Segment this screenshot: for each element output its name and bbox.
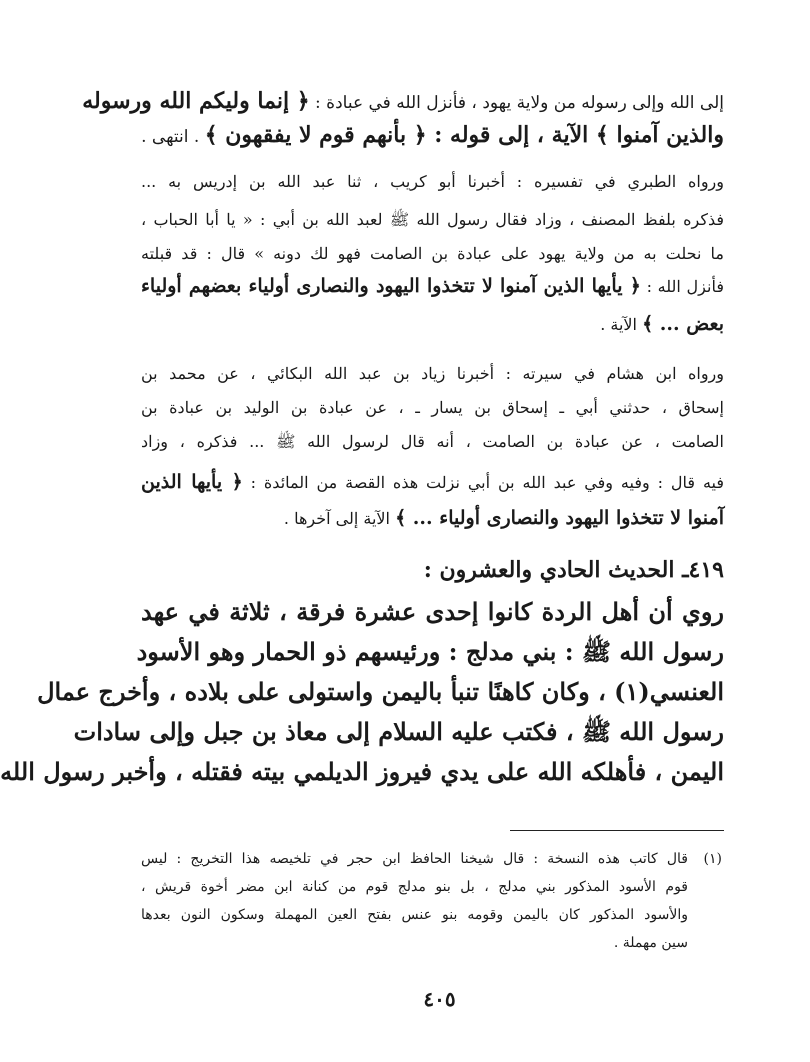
p2-line-1: ورواه الطبري في تفسيره : أخبرنا أبو كريب ، ثنا عبد الله بن إدريس به ... — [141, 172, 724, 191]
p1-line-1-plain: إلى الله وإلى رسوله من ولاية يهود ، فأنزل الله في عبادة : — [309, 93, 724, 113]
page-number: ٤٠٥ — [423, 987, 456, 1011]
p2-line-4-quran: ﴿ يأيها الذين آمنوا لا تتخذوا اليهود والنصارى أولياء بعضهم أولياء — [141, 275, 641, 297]
p3-line-1: ورواه ابن هشام في سيرته : أخبرنا زياد بن عبد الله البكائي ، عن محمد بن — [141, 364, 724, 383]
p2-line-4 — [141, 268, 724, 304]
p3-line-4-quran: ﴿ يأيها الذين — [141, 471, 243, 493]
footnote-divider — [510, 830, 724, 831]
p2-line-5-quran: بعض ... ﴾ — [642, 313, 724, 335]
p2-line-2: فذكره بلفظ المصنف ، وزاد فقال رسول الله ﷺ لعبد الله بن أبي : « يا أبا الحباب ، — [141, 210, 724, 229]
p1-line-2 — [141, 118, 724, 154]
p3-line-4 — [141, 464, 724, 500]
footnote-marker: (١) — [703, 851, 722, 867]
p2-line-5 — [141, 306, 724, 342]
p3-line-4-plain: فيه قال : وفيه وفي عبد الله بن أبي نزلت هذه القصة من المائدة : — [242, 473, 725, 492]
p2-line-3: ما نحلت به من ولاية يهود على عبادة بن الصامت فهو لك دونه » قال : قد قبلته — [141, 244, 724, 263]
p3-line-3: الصامت ، عن عبادة بن الصامت ، أنه قال لرسول الله ﷺ ... فذكره ، وزاد — [141, 432, 725, 451]
p3-line-2: إسحاق ، حدثني أبي ـ إسحاق بن يسار ـ ، عن عبادة بن الوليد بن عبادة بن — [141, 398, 724, 417]
hadith-line-4: رسول الله ﷺ ، فكتب عليه السلام إلى معاذ بن جبل وإلى سادات — [73, 717, 724, 746]
p2-line-4-plain: فأنزل الله : — [640, 277, 724, 296]
p2-line-5-plain: الآية . — [600, 315, 643, 334]
p3-line-5-plain: الآية إلى آخرها . — [283, 509, 396, 528]
p1-line-2-plain: . انتهى . — [141, 127, 205, 147]
p3-line-5-quran: آمنوا لا تتخذوا اليهود والنصارى أولياء ... ﴾ — [395, 507, 724, 529]
hadith-heading: ٤١٩ـ الحديث الحادي والعشرون : — [423, 557, 724, 583]
hadith-line-2: رسول الله ﷺ : بني مدلج : ورئيسهم ذو الحمار وهو الأسود — [136, 637, 724, 666]
p1-line-2-quran: والذين آمنوا ﴾ الآية ، إلى قوله : ﴿ بأنهم قوم لا يفقهون ﴾ — [204, 122, 724, 148]
hadith-line-5: اليمن ، فأهلكه الله على يدي فيروز الديلمي بيته فقتله ، وأخبر رسول الله — [0, 757, 724, 786]
footnote-line-3: والأسود المذكور كان باليمن وقومه بنو عنس بفتح العين المهملة وسكون النون بعدها — [141, 907, 688, 923]
footnote-line-4: سين مهملة . — [613, 935, 688, 951]
p3-line-5 — [141, 500, 724, 536]
p1-line-1-quran: ﴿ إنما وليكم الله ورسوله — [82, 88, 310, 114]
footnote-line-1: قال كاتب هذه النسخة : قال شيخنا الحافظ ابن حجر في تلخيصه هذا التخريج : ليس — [141, 851, 688, 867]
footnote-line-2: قوم الأسود المذكور بني مدلج ، بل بنو مدلج قوم من كنانة ابن مضر أخوة قريش ، — [141, 879, 688, 895]
hadith-line-3: العنسي(١) ، وكان كاهنًا تنبأ باليمن واستولى على بلاده ، وأخرج عمال — [37, 677, 724, 706]
p1-line-1 — [82, 84, 724, 120]
hadith-line-1: روي أن أهل الردة كانوا إحدى عشرة فرقة ، ثلاثة في عهد — [141, 597, 724, 626]
